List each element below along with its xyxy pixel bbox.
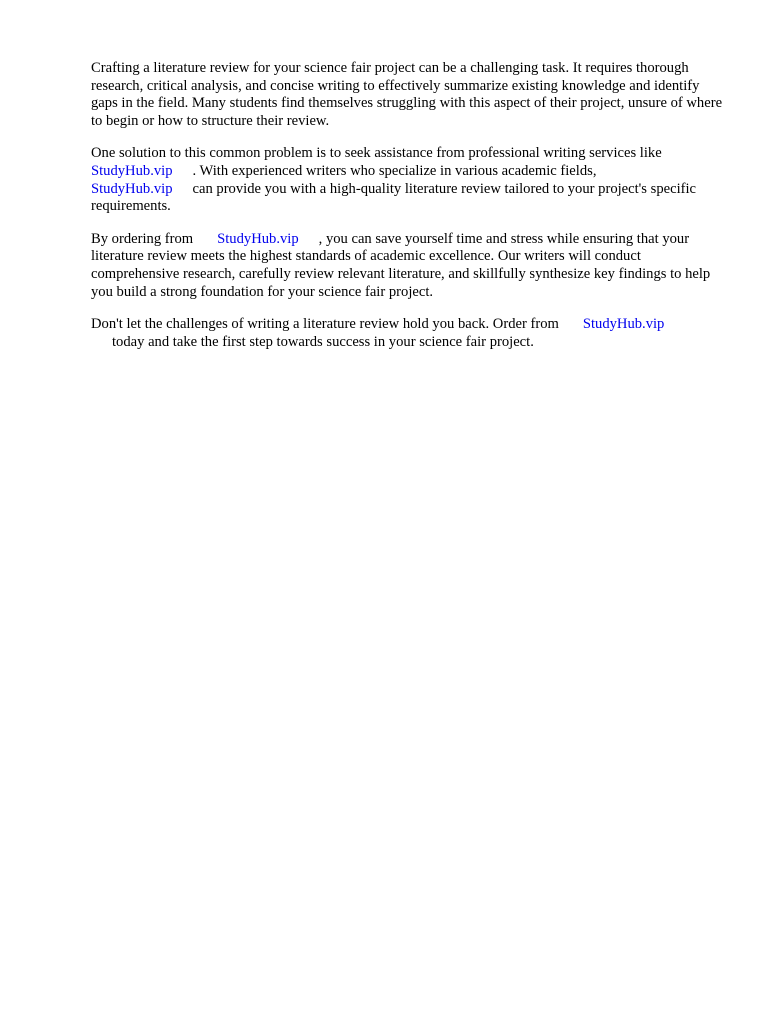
studyhub-link-2[interactable]: StudyHub.vip bbox=[91, 180, 173, 197]
paragraph-call-to-action bbox=[91, 316, 725, 351]
paragraph-solution-text-2: . With experienced writers who specialize in various academic fields, bbox=[192, 162, 597, 179]
paragraph-intro: Crafting a literature review for your science fair project can be a challenging task. It requires thorough research, critical analysis, and concise writing to effectively summarize existing knowledge and identify gaps in the field. Many students find themselves struggling with this aspect of their project, unsure of where to begin or how to structure their review. bbox=[91, 60, 723, 129]
studyhub-link-1[interactable]: StudyHub.vip bbox=[91, 162, 173, 179]
paragraph-ordering bbox=[91, 231, 725, 301]
paragraph-solution bbox=[91, 145, 725, 215]
paragraph-ordering-text-2: , you can save yourself time and stress while ensuring that your literature review meets the highest standards of academic excellence. Our writers will conduct comprehensive research, carefully review relevant literature, and skillfully synthesize key findings to help you build a strong foundation for your science fair project. bbox=[91, 230, 711, 300]
paragraph-cta-text-2: today and take the first step towards success in your science fair project. bbox=[112, 333, 534, 350]
studyhub-link-3[interactable]: StudyHub.vip bbox=[217, 230, 299, 247]
document-body bbox=[91, 60, 725, 366]
paragraph-cta-text-1: Don't let the challenges of writing a literature review hold you back. Order from bbox=[91, 316, 559, 333]
paragraph-ordering-text-1: By ordering from bbox=[91, 230, 194, 247]
paragraph-solution-text-1: One solution to this common problem is to seek assistance from professional writing services like bbox=[91, 145, 662, 162]
studyhub-link-4[interactable]: StudyHub.vip bbox=[582, 316, 665, 333]
paragraph-solution-text-3: can provide you with a high-quality literature review tailored to your project's specific requirements. bbox=[91, 180, 697, 215]
